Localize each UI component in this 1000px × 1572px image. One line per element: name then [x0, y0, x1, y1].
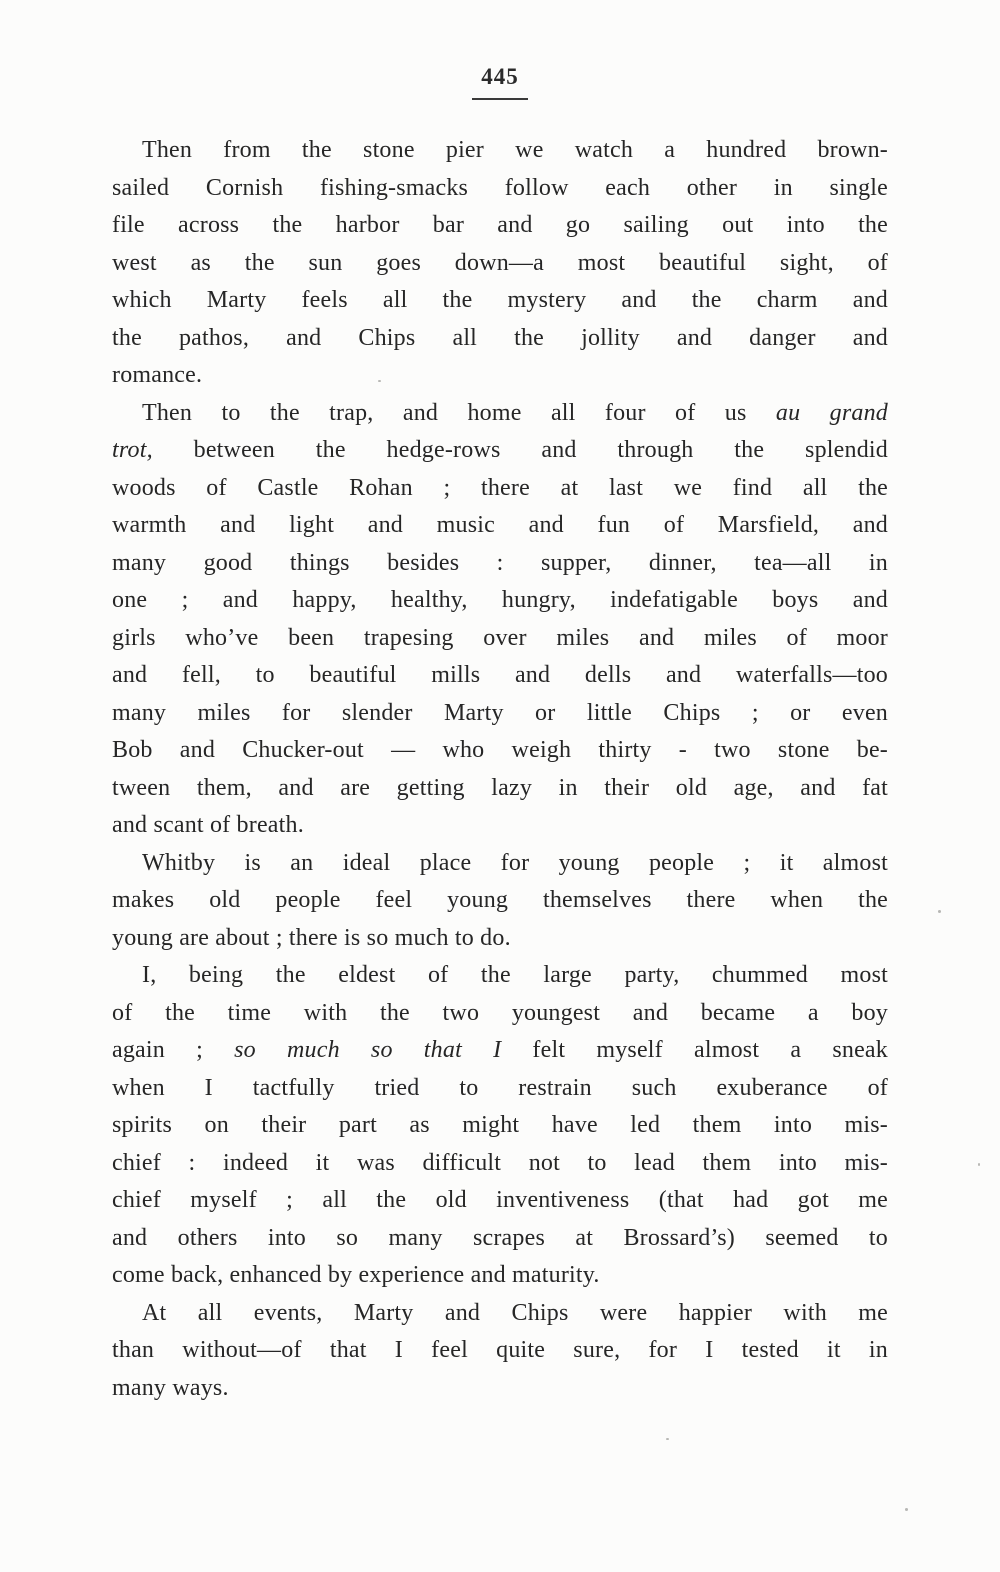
text-segment: come back, enhanced by experience and maturity. — [112, 1262, 600, 1288]
text-line — [112, 1032, 888, 1070]
text-segment: of the time with the two youngest and became a boy — [112, 999, 888, 1026]
text-segment: file across the harbor bar and go sailing out into the — [112, 212, 888, 238]
text-line — [112, 507, 888, 545]
text-segment: At all events, Marty and Chips were happier with me — [142, 1299, 888, 1326]
text-line — [112, 1145, 888, 1183]
text-segment: Then to the trap, and home all four of us — [142, 399, 776, 426]
text-segment: which Marty feels all the mystery and the charm and — [112, 287, 888, 313]
text-segment: when I tactfully tried to restrain such exuberance of — [112, 1074, 888, 1101]
text-line — [112, 1332, 888, 1370]
text-line — [112, 695, 888, 733]
text-line — [112, 620, 888, 658]
text-segment: makes old people feel young themselves there when the — [112, 887, 888, 913]
text-segment: many miles for slender Marty or little Chips ; or even — [112, 699, 888, 726]
text-segment: than without—of that I feel quite sure, for I tested it in — [112, 1337, 888, 1363]
header-rule — [472, 98, 528, 100]
text-segment: between the hedge-rows and through the splendid — [152, 437, 888, 463]
text-line — [112, 432, 888, 470]
text-segment: many good things besides : supper, dinner, tea—all in — [112, 549, 888, 576]
text-segment: girls who’ve been trapesing over miles and miles of moor — [112, 624, 888, 651]
text-line — [112, 1370, 888, 1408]
scan-artifact — [905, 1508, 908, 1511]
scan-artifact — [938, 910, 941, 913]
text-segment: chief myself ; all the old inventiveness (that had got me — [112, 1187, 888, 1213]
scan-artifact — [378, 380, 381, 382]
scan-artifact — [978, 1163, 980, 1166]
text-line — [112, 1220, 888, 1258]
text-line — [112, 1070, 888, 1108]
text-segment: and fell, to beautiful mills and dells and waterfalls—too — [112, 662, 888, 688]
text-segment: the pathos, and Chips all the jollity and danger and — [112, 324, 888, 351]
text-line — [112, 807, 888, 845]
text-line — [112, 320, 888, 358]
page-number: 445 — [481, 64, 519, 89]
text-line — [112, 657, 888, 695]
text-line — [112, 470, 888, 508]
text-line — [112, 882, 888, 920]
text-segment: and others into so many scrapes at Brossard’s) seemed to — [112, 1224, 888, 1251]
text-line — [112, 357, 888, 395]
text-line — [112, 1295, 888, 1333]
text-segment: west as the sun goes down—a most beautiful sight, of — [112, 249, 888, 276]
text-line — [112, 845, 888, 883]
text-segment: spirits on their part as might have led them into mis- — [112, 1112, 888, 1138]
text-segment: Whitby is an ideal place for young people ; it almost — [142, 849, 888, 876]
page-header — [0, 64, 1000, 100]
text-segment: many ways. — [112, 1374, 229, 1401]
text-line — [112, 582, 888, 620]
text-line — [112, 1107, 888, 1145]
text-line — [112, 132, 888, 170]
italic-text: so much so that I — [234, 1037, 502, 1063]
text-segment: felt myself almost a sneak — [501, 1037, 888, 1063]
italic-text: trot, — [112, 437, 153, 463]
paragraph — [112, 957, 888, 1295]
text-segment: Then from the stone pier we watch a hundred brown- — [142, 137, 888, 163]
text-segment: again ; — [112, 1037, 235, 1063]
text-segment: warmth and light and music and fun of Marsfield, and — [112, 512, 888, 538]
paragraph — [112, 845, 888, 958]
text-line — [112, 245, 888, 283]
text-segment: chief : indeed it was difficult not to lead them into mis- — [112, 1149, 888, 1176]
text-segment: Bob and Chucker-out — who weigh thirty - two stone be- — [112, 737, 888, 763]
text-line — [112, 282, 888, 320]
paragraph — [112, 132, 888, 395]
text-line — [112, 1182, 888, 1220]
text-line — [112, 732, 888, 770]
text-block — [112, 132, 888, 1407]
text-segment: I, being the eldest of the large party, chummed most — [142, 962, 888, 988]
text-line — [112, 1257, 888, 1295]
text-line — [112, 170, 888, 208]
paragraph — [112, 395, 888, 845]
text-segment: young are about ; there is so much to do. — [112, 924, 511, 951]
paragraph — [112, 1295, 888, 1408]
italic-text: au grand — [775, 399, 888, 426]
text-line — [112, 770, 888, 808]
text-segment: woods of Castle Rohan ; there at last we find all the — [112, 474, 888, 501]
text-line — [112, 207, 888, 245]
text-segment: tween them, and are getting lazy in their old age, and fat — [112, 774, 888, 801]
text-line — [112, 957, 888, 995]
text-line — [112, 395, 888, 433]
text-line — [112, 545, 888, 583]
scan-artifact — [666, 1438, 669, 1440]
text-line — [112, 995, 888, 1033]
text-segment: romance. — [112, 362, 203, 388]
text-segment: sailed Cornish fishing-smacks follow each other in single — [112, 174, 888, 201]
text-segment: and scant of breath. — [112, 812, 304, 838]
text-line — [112, 920, 888, 958]
text-segment: one ; and happy, healthy, hungry, indefatigable boys and — [112, 587, 888, 613]
